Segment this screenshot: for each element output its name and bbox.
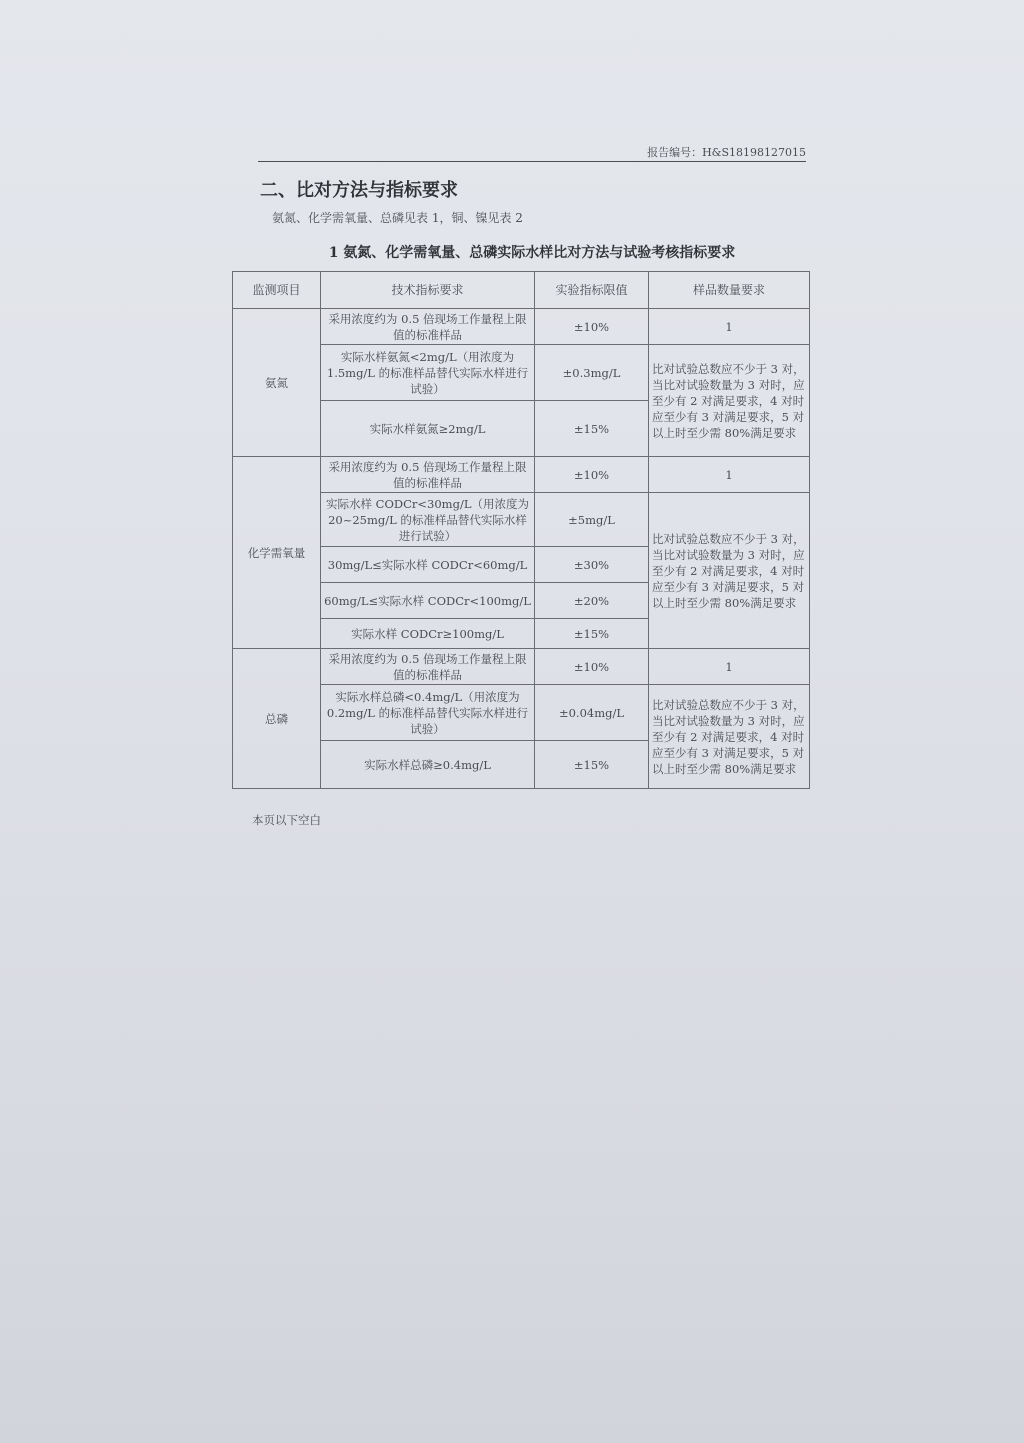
limit-cell: ±10% xyxy=(535,309,649,345)
header-item: 监测项目 xyxy=(233,272,321,309)
limit-cell: ±15% xyxy=(535,619,649,649)
limit-cell: ±30% xyxy=(535,547,649,583)
table-row xyxy=(233,309,810,345)
limit-cell: ±10% xyxy=(535,457,649,493)
limit-cell: ±20% xyxy=(535,583,649,619)
requirement-cell: 实际水样总磷<0.4mg/L（用浓度为 0.2mg/L 的标准样品替代实际水样进行试验） xyxy=(321,685,535,741)
report-number: 报告编号：H&S18198127015 xyxy=(647,146,806,159)
shared-count-cell: 比对试验总数应不少于 3 对，当比对试验数量为 3 对时，应至少有 2 对满足要求，4 对时应至少有 3 对满足要求，5 对以上时至少需 80%满足要求 xyxy=(649,345,810,457)
limit-cell: ±5mg/L xyxy=(535,493,649,547)
count-cell: 1 xyxy=(649,309,810,345)
requirement-cell: 60mg/L≤实际水样 CODCr<100mg/L xyxy=(321,583,535,619)
count-cell: 1 xyxy=(649,457,810,493)
section-title: 二、比对方法与指标要求 xyxy=(260,180,458,201)
limit-cell: ±0.04mg/L xyxy=(535,685,649,741)
requirements-table xyxy=(232,271,810,789)
requirement-cell: 实际水样氨氮<2mg/L（用浓度为 1.5mg/L 的标准样品替代实际水样进行试验） xyxy=(321,345,535,401)
table-row xyxy=(233,457,810,493)
requirement-cell: 实际水样 CODCr≥100mg/L xyxy=(321,619,535,649)
header-rule xyxy=(258,161,806,162)
requirement-cell: 实际水样氨氮≥2mg/L xyxy=(321,401,535,457)
item-ammonia: 氨氮 xyxy=(233,309,321,457)
table-header-row xyxy=(233,272,810,309)
limit-cell: ±15% xyxy=(535,401,649,457)
shared-count-cell: 比对试验总数应不少于 3 对，当比对试验数量为 3 对时，应至少有 2 对满足要求，4 对时应至少有 3 对满足要求，5 对以上时至少需 80%满足要求 xyxy=(649,493,810,649)
requirement-cell: 采用浓度约为 0.5 倍现场工作量程上限值的标准样品 xyxy=(321,457,535,493)
header-requirement: 技术指标要求 xyxy=(321,272,535,309)
header-count: 样品数量要求 xyxy=(649,272,810,309)
limit-cell: ±0.3mg/L xyxy=(535,345,649,401)
footer-note: 本页以下空白 xyxy=(252,813,321,827)
section-intro: 氨氮、化学需氧量、总磷见表 1，铜、镍见表 2 xyxy=(272,211,523,225)
requirement-cell: 采用浓度约为 0.5 倍现场工作量程上限值的标准样品 xyxy=(321,649,535,685)
item-cod: 化学需氧量 xyxy=(233,457,321,649)
limit-cell: ±10% xyxy=(535,649,649,685)
requirement-cell: 实际水样 CODCr<30mg/L（用浓度为 20~25mg/L 的标准样品替代实际水样进行试验） xyxy=(321,493,535,547)
count-cell: 1 xyxy=(649,649,810,685)
header-limit: 实验指标限值 xyxy=(535,272,649,309)
requirement-cell: 实际水样总磷≥0.4mg/L xyxy=(321,741,535,789)
item-total-phosphorus: 总磷 xyxy=(233,649,321,789)
table-row xyxy=(233,649,810,685)
shared-count-cell: 比对试验总数应不少于 3 对，当比对试验数量为 3 对时，应至少有 2 对满足要求，4 对时应至少有 3 对满足要求，5 对以上时至少需 80%满足要求 xyxy=(649,685,810,789)
requirement-cell: 30mg/L≤实际水样 CODCr<60mg/L xyxy=(321,547,535,583)
requirement-cell: 采用浓度约为 0.5 倍现场工作量程上限值的标准样品 xyxy=(321,309,535,345)
table-title: 1 氨氮、化学需氧量、总磷实际水样比对方法与试验考核指标要求 xyxy=(328,245,736,261)
limit-cell: ±15% xyxy=(535,741,649,789)
